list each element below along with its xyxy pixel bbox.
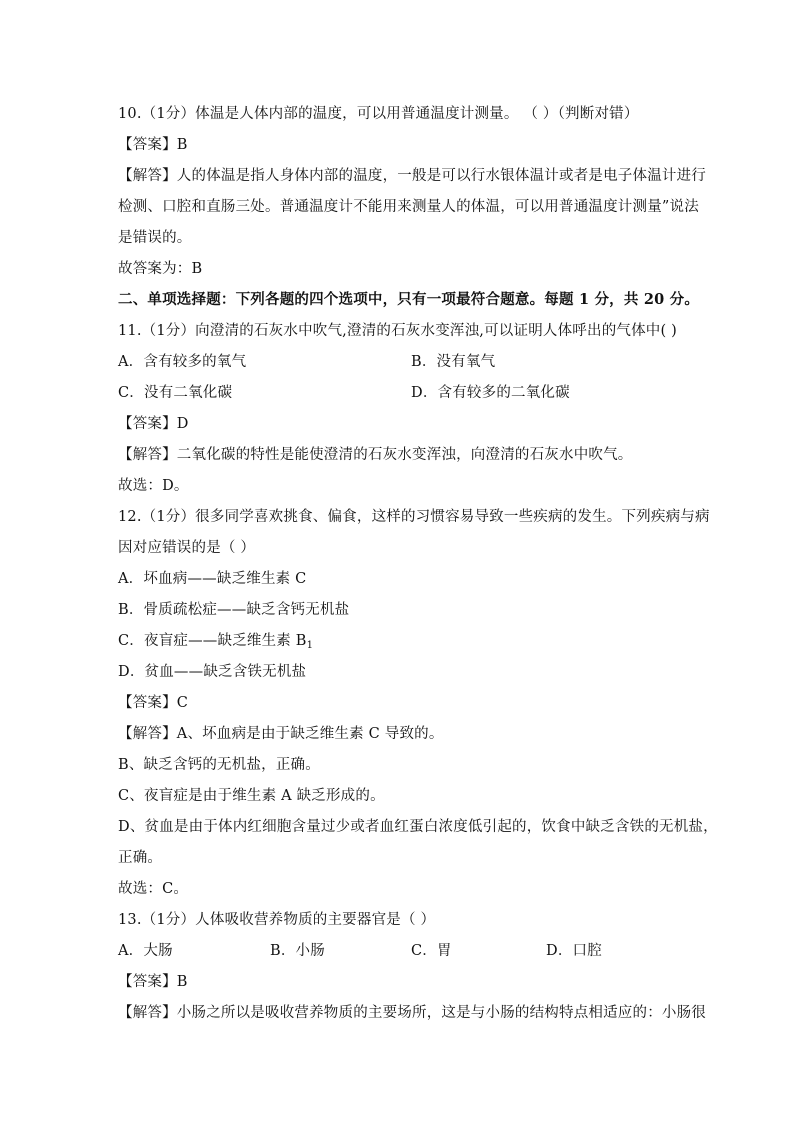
explanation-12-line-1: 【解答】A、坏血病是由于缺乏维生素 C 导致的。: [118, 726, 444, 742]
question-13: 13.（1分）人体吸收营养物质的主要器官是（ ）: [118, 912, 436, 928]
conclusion-10: 故答案为：B: [118, 261, 203, 277]
conclusion-12: 故选：C。: [118, 881, 189, 897]
option-13-a: A．大肠: [118, 943, 173, 959]
question-10: 10.（1分）体温是人体内部的温度，可以用普通温度计测量。 （ ）（判断对错）: [118, 106, 639, 122]
question-11: 11.（1分）向澄清的石灰水中吹气,澄清的石灰水变浑浊,可以证明人体呼出的气体中( ): [118, 323, 678, 339]
option-11-a: A．含有较多的氧气: [118, 354, 247, 370]
option-11-c: C．没有二氧化碳: [118, 385, 233, 401]
explanation-10-line-2: 检测、口腔和直肠三处。普通温度计不能用来测量人的体温，可以用普通温度计测量”说法: [118, 199, 699, 215]
explanation-12-line-5: 正确。: [118, 850, 163, 866]
explanation-13: 【解答】小肠之所以是吸收营养物质的主要场所，这是与小肠的结构特点相适应的：小肠很: [118, 1005, 706, 1021]
answer-13: 【答案】B: [118, 974, 188, 990]
option-12-c: [118, 631, 313, 651]
section-heading: 二、单项选择题：下列各题的四个选项中，只有一项最符合题意。每题 1 分，共 20 分。: [118, 291, 700, 308]
question-12-line-1: 12.（1分）很多同学喜欢挑食、偏食，这样的习惯容易导致一些疾病的发生。下列疾病与病: [118, 509, 710, 525]
option-12-b: B．骨质疏松症——缺乏含钙无机盐: [118, 602, 350, 618]
answer-12: 【答案】C: [118, 695, 189, 711]
option-12-a: A．坏血病——缺乏维生素 C: [118, 571, 307, 587]
option-11-d: D．含有较多的二氧化碳: [411, 385, 570, 401]
explanation-10-line-3: 是错误的。: [118, 230, 192, 246]
question-12-line-2: 因对应错误的是（ ）: [118, 540, 256, 556]
option-12-d: D．贫血——缺乏含铁无机盐: [118, 664, 307, 680]
conclusion-11: 故选：D。: [118, 478, 189, 494]
option-12-c-subscript: 1: [306, 640, 314, 651]
answer-10: 【答案】B: [118, 137, 188, 153]
explanation-10-line-1: 【解答】人的体温是指人身体内部的温度，一般是可以行水银体温计或者是电子体温计进行: [118, 168, 706, 184]
option-13-b: B．小肠: [270, 943, 325, 959]
explanation-12-line-3: C、夜盲症是由于维生素 A 缺乏形成的。: [118, 788, 385, 804]
option-12-c-text: C．夜盲症——缺乏维生素 B: [118, 633, 307, 649]
option-13-c: C．胃: [411, 943, 452, 959]
option-13-d: D．口腔: [546, 943, 602, 959]
option-11-b: B．没有氧气: [411, 354, 496, 370]
explanation-11: 【解答】二氧化碳的特性是能使澄清的石灰水变浑浊，向澄清的石灰水中吹气。: [118, 447, 633, 463]
answer-11: 【答案】D: [118, 416, 189, 432]
explanation-12-line-2: B、缺乏含钙的无机盐，正确。: [118, 757, 320, 773]
explanation-12-line-4: D、贫血是由于体内红细胞含量过少或者血红蛋白浓度低引起的，饮食中缺乏含铁的无机盐，: [118, 819, 718, 835]
